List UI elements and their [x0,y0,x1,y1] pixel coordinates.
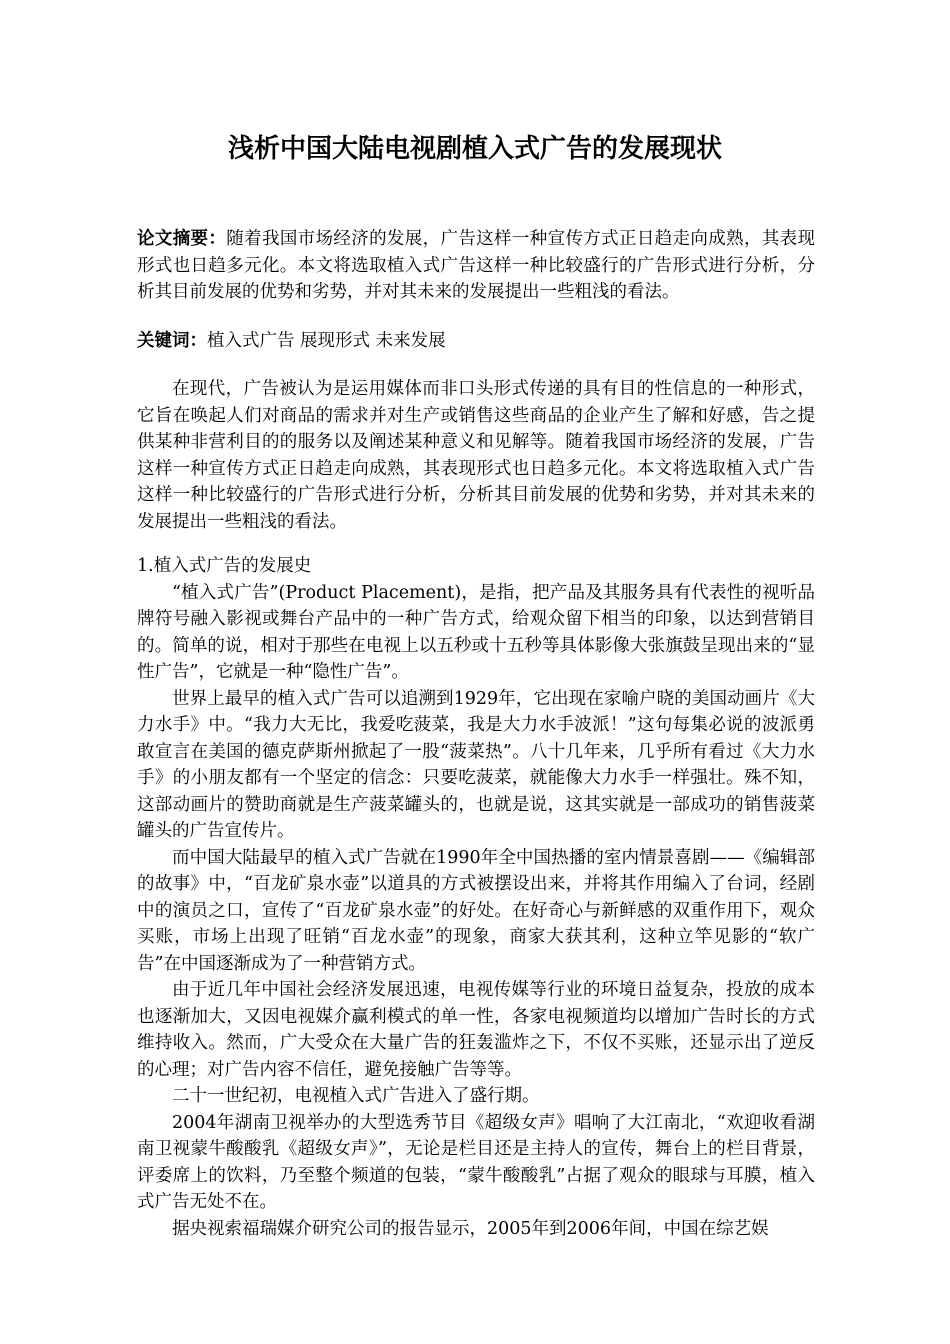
spacer [137,535,815,553]
abstract-label: 论文摘要： [137,229,227,249]
body-paragraph: 二十一世纪初，电视植入式广告进入了盛行期。 [172,1086,540,1106]
abstract-paragraph [137,226,815,306]
body-paragraph: 而中国大陆最早的植入式广告就在1990年全中国热播的室内情景喜剧——《编辑部的故事》中，“百龙矿泉水壶”以道具的方式被摆设出来，并将其作用编入了台词，经剧中的演员之口，宣传了“百龙矿泉水壶”的好处。在好奇心与新鲜感的双重作用下，观众买账，市场上出现了旺销“百龙水壶”的现象，商家大获其利，这种立竿见影的“软广告”在中国逐渐成为了一种营销方式。 [137,847,815,974]
intro-paragraph: 在现代，广告被认为是运用媒体而非口头形式传递的具有目的性信息的一种形式，它旨在唤起人们对商品的需求并对生产或销售这些商品的企业产生了解和好感，告之提供某种非营利目的的服务以及阐述某种意义和见解等。随着我国市场经济的发展，广告这样一种宣传方式正日趋走向成熟，其表现形式也日趋多元化。本文将选取植入式广告这样一种比较盛行的广告形式进行分析，分析其目前发展的优势和劣势，并对其未来的发展提出一些粗浅的看法。 [137,379,815,532]
document-body [137,226,815,1242]
body-paragraph: 2004年湖南卫视举办的大型选秀节目《超级女声》唱响了大江南北，“欢迎收看湖南卫视蒙牛酸酸乳《超级女声》”，无论是栏目还是主持人的宣传，舞台上的栏目背景，评委席上的饮料，乃至整个频道的包装，“蒙牛酸酸乳”占据了观众的眼球与耳膜，植入式广告无处不在。 [137,1112,815,1212]
spacer [137,354,815,376]
body-paragraph: 据央视索福瑞媒介研究公司的报告显示，2005年到2006年间，中国在综艺娱 [172,1218,769,1239]
body-paragraph: 由于近几年中国社会经济发展迅速，电视传媒等行业的环境日益复杂，投放的成本也逐渐加大，又因电视媒介赢利模式的单一性，各家电视频道均以增加广告时长的方式维持收入。然而，广大受众在大量广告的狂轰滥炸之下，不仅不买账，还显示出了逆反的心理；对广告内容不信任，避免接触广告等等。 [137,980,815,1080]
keywords-paragraph [137,328,815,355]
keywords-label: 关键词： [137,330,207,351]
body-paragraph: “植入式广告”(Product Placement)，是指，把产品及其服务具有代表性的视听品牌符号融入影视或舞台产品中的一种广告方式，给观众留下相当的印象，以达到营销目的。简单的说，相对于那些在电视上以五秒或十五秒等具体影像大张旗鼓呈现出来的“显性广告”，它就是一种“隐性广告”。 [137,582,815,682]
section-heading: 1.植入式广告的发展史 [137,556,312,576]
keywords-text: 植入式广告 展现形式 未来发展 [207,330,446,351]
page-title: 浅析中国大陆电视剧植入式广告的发展现状 [227,134,722,164]
body-paragraph: 世界上最早的植入式广告可以追溯到1929年，它出现在家喻户晓的美国动画片《大力水手》中。“我力大无比，我爱吃菠菜，我是大力水手波派！”这句每集必说的波派勇敢宣言在美国的德克萨斯州掀起了一股“菠菜热”。八十几年来，几乎所有看过《大力水手》的小朋友都有一个坚定的信念：只要吃菠菜，就能像大力水手一样强壮。殊不知，这部动画片的赞助商就是生产菠菜罐头的，也就是说，这其实就是一部成功的销售菠菜罐头的广告宣传片。 [137,688,815,841]
spacer [137,306,815,328]
abstract-text: 随着我国市场经济的发展，广告这样一种宣传方式正日趋走向成熟，其表现形式也日趋多元化。本文将选取植入式广告这样一种比较盛行的广告形式进行分析，分析其目前发展的优势和劣势，并对其未来的发展提出一些粗浅的看法。 [137,229,816,302]
